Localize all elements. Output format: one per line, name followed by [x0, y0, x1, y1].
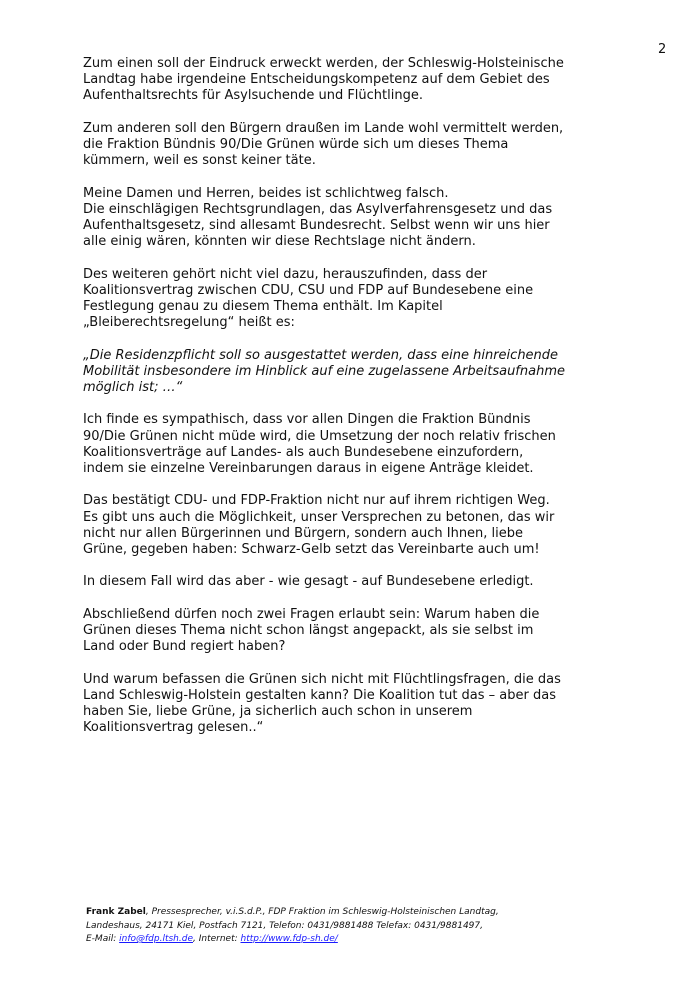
text-line: Aufenthaltsgesetz, sind allesamt Bundesrecht. Selbst wenn wir uns hier [83, 218, 550, 233]
document-body [83, 56, 563, 753]
footer-line-1 [86, 906, 646, 920]
text-line: Zum einen soll der Eindruck erweckt werden, der Schleswig-Holsteinische [83, 56, 564, 71]
footer-line-3 [86, 933, 646, 947]
text-line: Koalitionsverträge auf Landes- als auch Bundesebene einzufordern, [83, 444, 524, 460]
body-paragraph [83, 186, 563, 251]
website-link[interactable]: http://www.fdp-sh.de/ [240, 934, 338, 944]
text-line: Land oder Bund regiert haben? [83, 639, 286, 655]
body-paragraph [83, 672, 563, 737]
text-line: Meine Damen und Herren, beides ist schlichtweg falsch. [83, 185, 449, 201]
text-line: Zum anderen soll den Bürgern draußen im Lande wohl vermittelt werden, [83, 120, 564, 136]
text-line: nicht nur allen Bürgerinnen und Bürgern, sondern auch Ihnen, liebe [83, 525, 524, 541]
footer-author-role: , Pressesprecher, v.i.S.d.P., FDP Fraktion im Schleswig-Holsteinischen Landtag, [145, 907, 499, 917]
text-line: die Fraktion Bündnis 90/Die Grünen würde sich um dieses Thema [83, 137, 509, 152]
text-line: Und warum befassen die Grünen sich nicht mit Flüchtlingsfragen, die das [83, 671, 561, 687]
body-paragraph [83, 574, 563, 590]
page-number: 2 [658, 42, 667, 57]
text-line: Koalitionsvertrag gelesen..“ [83, 720, 264, 736]
footer-address: Landeshaus, 24171 Kiel, Postfach 7121, Telefon: 0431/9881488 Telefax: 0431/9881497, [86, 920, 483, 931]
text-line: 90/Die Grünen nicht müde wird, die Umsetzung der noch relativ frischen [83, 428, 556, 444]
text-line: In diesem Fall wird das aber - wie gesagt - auf Bundesebene erledigt. [83, 574, 534, 590]
text-line: Das bestätigt CDU- und FDP-Fraktion nicht nur auf ihrem richtigen Weg. [83, 493, 550, 509]
body-paragraph [83, 267, 563, 332]
quote-paragraph [83, 348, 563, 397]
text-line: möglich ist; …“ [83, 380, 183, 395]
text-line: Abschließend dürfen noch zwei Fragen erlaubt sein: Warum haben die [83, 606, 540, 622]
body-paragraph [83, 121, 563, 170]
text-line: Koalitionsvertrag zwischen CDU, CSU und FDP auf Bundesebene eine [83, 282, 534, 298]
text-line: Ich finde es sympathisch, dass vor allen Dingen die Fraktion Bündnis [83, 412, 531, 428]
footer [86, 906, 646, 947]
text-line: „Bleiberechtsregelung“ heißt es: [83, 315, 295, 331]
body-paragraph [83, 412, 563, 477]
text-line: Grünen dieses Thema nicht schon längst angepackt, als sie selbst im [83, 622, 534, 638]
text-line: haben Sie, liebe Grüne, ja sicherlich auch schon in unserem [83, 703, 473, 719]
text-line: Mobilität insbesondere im Hinblick auf eine zugelassene Arbeitsaufnahme [83, 363, 565, 379]
text-line: „Die Residenzpflicht soll so ausgestattet werden, dass eine hinreichende [83, 347, 559, 363]
text-line: Landtag habe irgendeine Entscheidungskompetenz auf dem Gebiet des [83, 72, 550, 88]
text-line: Des weiteren gehört nicht viel dazu, herauszufinden, dass der [83, 266, 488, 282]
text-line: Die einschlägigen Rechtsgrundlagen, das Asylverfahrensgesetz und das [83, 201, 553, 217]
text-line: kümmern, weil es sonst keiner täte. [83, 153, 316, 169]
body-paragraph [83, 493, 563, 558]
text-line: Land Schleswig-Holstein gestalten kann? Die Koalition tut das – aber das [83, 687, 556, 703]
footer-internet-label: , Internet: [192, 934, 241, 944]
text-line: Es gibt uns auch die Möglichkeit, unser Versprechen zu betonen, das wir [83, 509, 555, 525]
text-line: Grüne, gegeben haben: Schwarz-Gelb setzt das Vereinbarte auch um! [83, 542, 540, 557]
body-paragraph [83, 56, 563, 105]
text-line: alle einig wären, könnten wir diese Rechtslage nicht ändern. [83, 234, 476, 250]
footer-author-name: Frank Zabel [86, 907, 146, 917]
body-paragraph [83, 607, 563, 656]
footer-email-label: E-Mail: [86, 934, 120, 944]
text-line: Aufenthaltsrechts für Asylsuchende und Flüchtlinge. [83, 88, 423, 104]
text-line: Festlegung genau zu diesem Thema enthält. Im Kapitel [83, 299, 443, 314]
text-line: indem sie einzelne Vereinbarungen daraus in eigene Anträge kleidet. [83, 461, 534, 476]
email-link[interactable]: info@fdp.ltsh.de [119, 934, 193, 944]
